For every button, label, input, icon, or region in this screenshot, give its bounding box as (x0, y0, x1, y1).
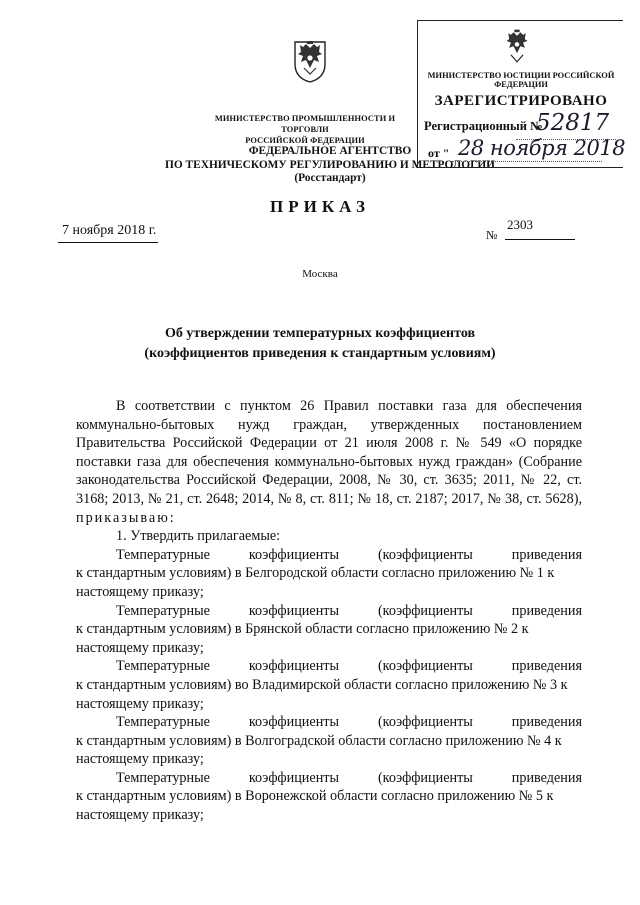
coat-of-arms-icon (291, 38, 329, 84)
appendix-item-5-tail: к стандартным условиям) в Воронежской области согласно приложению № 5 к настоящему приказу; (76, 788, 554, 824)
preamble-paragraph (76, 397, 582, 527)
appendix-item-1-head: Температурные коэффициенты (коэффициенты приведения (116, 546, 582, 563)
order-date-underline (58, 242, 158, 243)
stamp-status: ЗАРЕГИСТРИРОВАНО (434, 93, 608, 109)
order-body (76, 397, 582, 825)
order-number: 2303 (507, 217, 533, 232)
preamble-text: В соответствии с пунктом 26 Правил поставки газа для обеспечения коммунально-бытовых нужд граждан, утвержденных постановлением Правительства Российской Федерации от 21 июля 2008 г. № 549 «О порядке поставки газа для обеспечения коммунально-бытовых нужд граждан» (Собрание законодательства Российской Федерации, 2008, № 30, ст. 3635; 2011, № 22, ст. 3168; 2013, № 21, ст. 2648; 2014, № 8, ст. 811; № 18, ст. 2187; 2017, № 38, ст. 5628), (76, 398, 582, 507)
item-1-heading: 1. Утвердить прилагаемые: (116, 528, 281, 545)
ministry-header (190, 113, 420, 146)
subject-line-2: (коэффициентов приведения к стандартным условиям) (144, 346, 496, 361)
appendix-item-1-tail: к стандартным условиям) в Белгородской области согласно приложению № 1 к настоящему приказу; (76, 565, 555, 600)
order-number-underline (505, 239, 575, 240)
stamp-ministry: МИНИСТЕРСТВО ЮСТИЦИИ РОССИЙСКОЙ ФЕДЕРАЦИИ (427, 71, 615, 89)
ministry-line-2: РОССИЙСКОЙ ФЕДЕРАЦИИ (245, 136, 365, 145)
ministry-line-1: МИНИСТЕРСТВО ПРОМЫШЛЕННОСТИ И ТОРГОВЛИ (214, 114, 396, 134)
appendix-item-3-head: Температурные коэффициенты (коэффициенты приведения (116, 658, 582, 675)
order-city: Москва (302, 268, 338, 280)
subject-line-1: Об утверждении температурных коэффициентов (164, 326, 476, 341)
appendix-item-3-tail: к стандартным условиям) во Владимирской области согласно приложению № 3 к настоящему приказу; (76, 676, 568, 712)
stamp-coat-of-arms-icon (500, 27, 534, 67)
order-subject (60, 324, 580, 364)
stamp-date-value: 28 ноября 2018 (458, 136, 626, 160)
stamp-number-value: 52817 (536, 110, 610, 136)
appendix-item-2-head: Температурные коэффициенты (коэффициенты приведения (116, 602, 582, 619)
order-word: приказываю: (76, 509, 176, 526)
stamp-date-underline (452, 161, 602, 162)
appendix-item-4-tail: к стандартным условиям) в Волгоградской области согласно приложению № 4 к настоящему приказу; (76, 732, 562, 768)
appendix-item-2-tail: к стандартным условиям) в Брянской области согласно приложению № 2 к настоящему приказу; (76, 621, 529, 656)
order-date: 7 ноября 2018 г. (62, 223, 157, 238)
stamp-date-label: от " (428, 146, 450, 160)
appendix-item-5-head: Температурные коэффициенты (коэффициенты приведения (116, 769, 582, 786)
agency-line-1: ФЕДЕРАЛЬНОЕ АГЕНТСТВО (248, 145, 412, 157)
agency-line-3: (Росстандарт) (294, 172, 366, 184)
order-title: ПРИКАЗ (270, 197, 370, 216)
stamp-number-label: Регистрационный № (424, 119, 543, 133)
agency-line-2: ПО ТЕХНИЧЕСКОМУ РЕГУЛИРОВАНИЮ И МЕТРОЛОГИИ (164, 158, 496, 171)
appendix-item-4-head: Температурные коэффициенты (коэффициенты приведения (116, 714, 582, 731)
order-number-sign: № (486, 228, 498, 242)
